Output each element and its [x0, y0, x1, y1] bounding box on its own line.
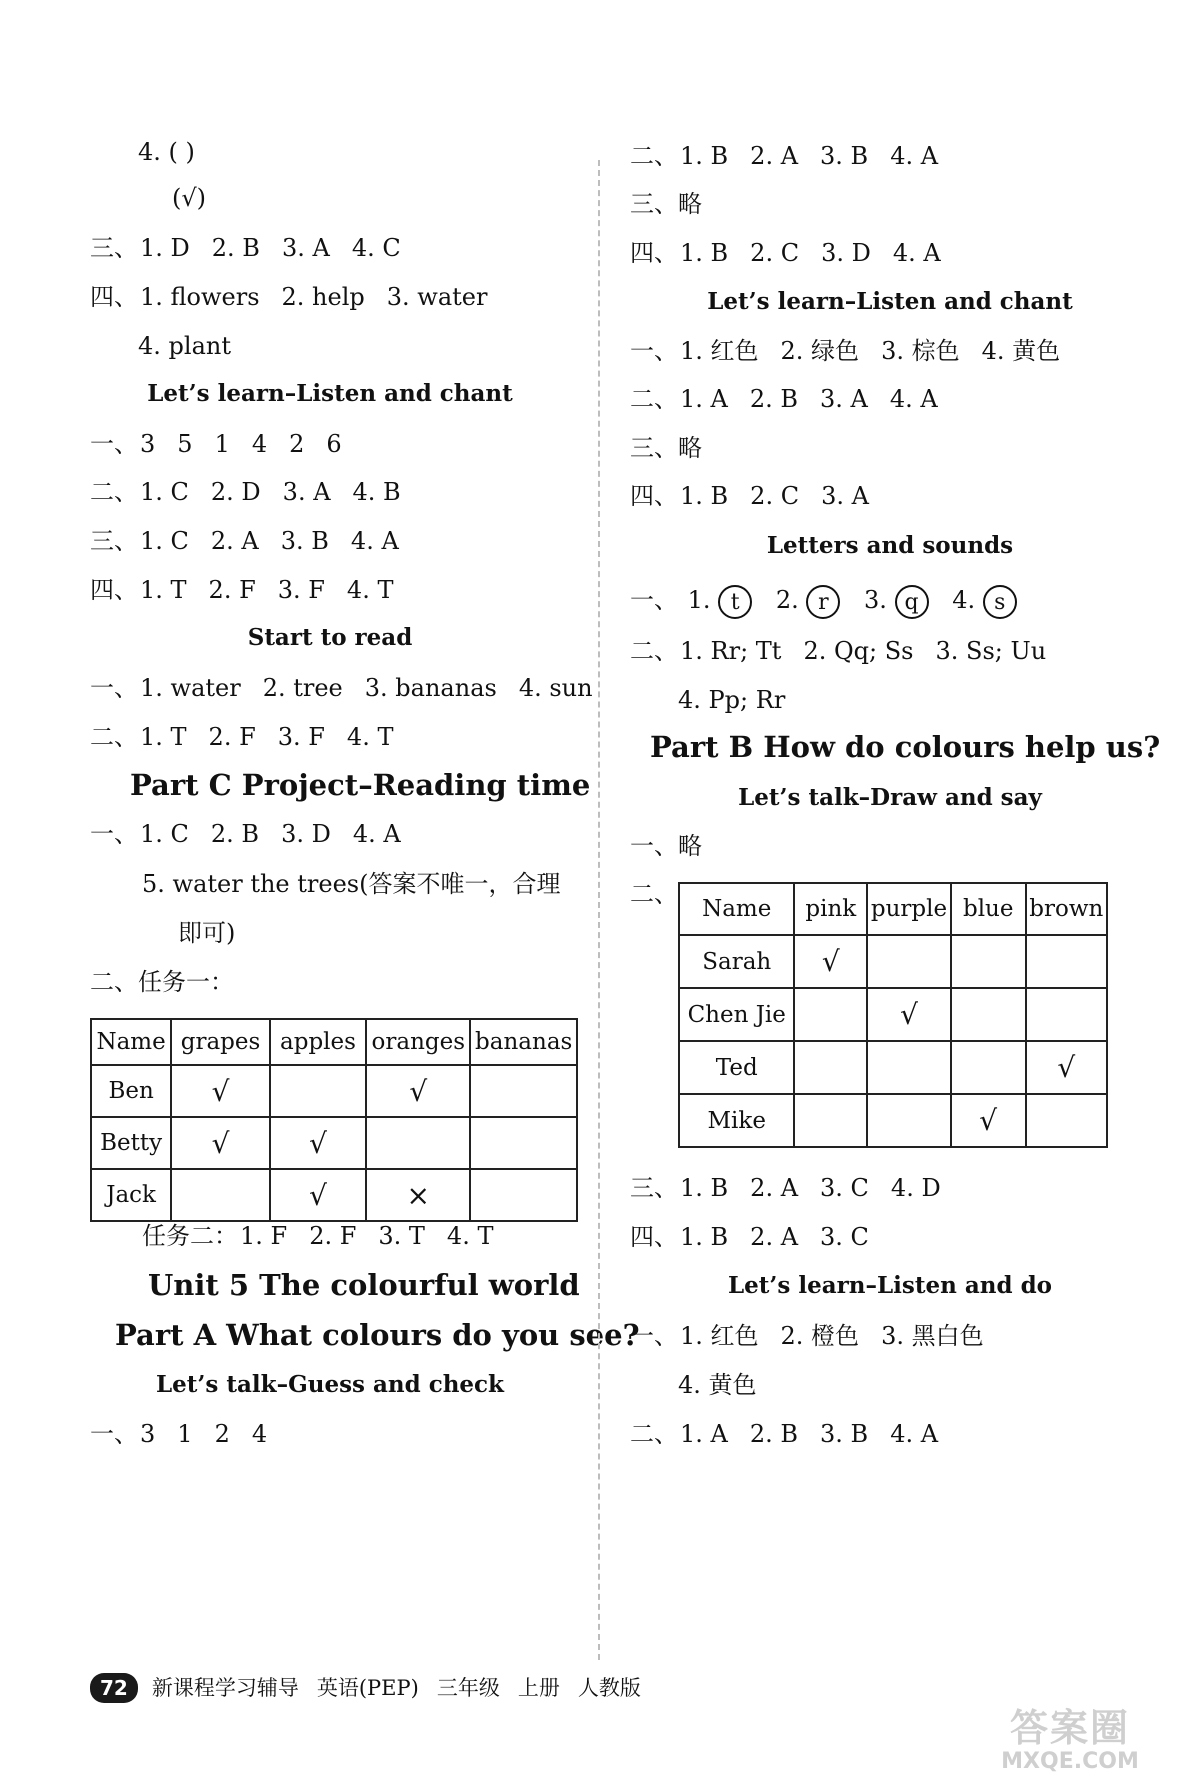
table-row — [91, 1065, 577, 1117]
answer-item: 3. D — [821, 239, 871, 267]
answer-line: 5. water the trees(答案不唯一，合理 — [142, 870, 561, 898]
table-cell — [794, 988, 867, 1041]
table-cell — [867, 1094, 951, 1147]
part-heading: Part B How do colours help us? — [650, 730, 1161, 764]
answer-line — [142, 1220, 515, 1252]
answer-line — [90, 525, 421, 557]
answer-line — [90, 428, 364, 460]
answer-line — [90, 1418, 289, 1450]
answer-item: 2 — [214, 1420, 230, 1448]
answer-line: 4. plant — [138, 332, 231, 360]
answer-line — [630, 140, 960, 172]
answer-item: 2. B — [210, 820, 260, 848]
part-heading: Part C Project–Reading time — [130, 768, 591, 802]
answer-line — [630, 1172, 963, 1204]
section-label: 四、 — [90, 283, 138, 311]
answer-item: 4. A — [352, 820, 401, 848]
answer-line — [630, 237, 963, 269]
answer-line — [630, 383, 960, 415]
watermark-url: MXQE.COM — [1001, 1749, 1139, 1774]
answer-line: 一、略 — [630, 832, 702, 860]
table-cell — [171, 1169, 270, 1221]
answer-line — [630, 1221, 891, 1253]
answer-item: 1. 红色 — [680, 337, 759, 365]
answer-item: 4. A — [350, 527, 399, 555]
book-subject: 英语(PEP) — [316, 1676, 419, 1700]
page-number: 72 — [90, 1673, 138, 1703]
answer-item: 5 — [177, 430, 193, 458]
answer-item: 2. 橙色 — [780, 1322, 860, 1350]
answer-item: 4. — [952, 586, 976, 614]
table-cell — [470, 1117, 577, 1169]
answer-line — [90, 818, 423, 850]
table-cell — [867, 935, 951, 988]
section-label: 一、 — [630, 337, 678, 365]
section-label: 二、 — [90, 478, 138, 506]
section-heading: Start to read — [247, 624, 413, 651]
answer-line: 即可) — [178, 919, 236, 947]
answer-item: 2. A — [750, 1174, 799, 1202]
answer-item: 2. help — [281, 283, 365, 311]
answer-item: 2. — [775, 586, 799, 614]
section-label: 三、 — [630, 1174, 678, 1202]
answer-item: 3. 棕色 — [881, 337, 960, 365]
answer-item: 2. 绿色 — [780, 337, 860, 365]
section-heading: Let’s learn–Listen and chant — [147, 380, 513, 407]
page-footer — [90, 1670, 659, 1706]
answer-line — [630, 584, 1017, 619]
book-grade: 三年级 — [436, 1676, 500, 1700]
table-cell: √ — [1026, 1041, 1107, 1094]
table-cell — [794, 1041, 867, 1094]
answer-item: 4. A — [890, 1420, 939, 1448]
answer-item: 6 — [326, 430, 342, 458]
table-row — [679, 988, 1107, 1041]
answer-item: 2. tree — [262, 674, 343, 702]
answer-item: 3. Ss; Uu — [935, 637, 1047, 665]
answer-item: 1. B — [680, 482, 729, 510]
section-heading: Let’s learn–Listen and do — [728, 1272, 1052, 1299]
section-label: 三、 — [90, 527, 138, 555]
answer-item: 2. D — [210, 478, 261, 506]
answer-item: 4 — [251, 430, 268, 458]
section-label: 二、 — [630, 637, 678, 665]
section-label: 一、 — [90, 1420, 138, 1448]
answer-line — [90, 721, 415, 753]
answer-item: 1 — [177, 1420, 193, 1448]
table-cell — [470, 1169, 577, 1221]
table-cell: √ — [366, 1065, 470, 1117]
table-cell: × — [366, 1169, 470, 1221]
circled-letter: r — [806, 585, 840, 619]
table-header: grapes — [171, 1019, 270, 1065]
answer-item: 1. flowers — [140, 283, 260, 311]
answer-item: 3. water — [386, 283, 488, 311]
table-cell — [867, 1041, 951, 1094]
answer-line — [630, 1418, 960, 1450]
table-header: Name — [91, 1019, 171, 1065]
answer-line — [90, 574, 415, 606]
book-series: 新课程学习辅导 — [151, 1676, 299, 1700]
answer-item: 4. T — [346, 723, 394, 751]
answer-line — [630, 1320, 1006, 1352]
answer-item: 2. B — [749, 385, 799, 413]
table-cell — [951, 988, 1026, 1041]
section-label: 二、 — [90, 723, 138, 751]
table-cell — [366, 1117, 470, 1169]
section-heading: Let’s learn–Listen and chant — [707, 288, 1073, 315]
table-header: oranges — [366, 1019, 470, 1065]
section-heading: Let’s talk–Guess and check — [155, 1371, 504, 1398]
answer-item: 4. A — [890, 142, 939, 170]
answer-item: 3. C — [820, 1223, 869, 1251]
table-row — [679, 935, 1107, 988]
answer-line — [630, 335, 1082, 367]
circled-letter: s — [983, 585, 1017, 619]
answer-line: (√) — [172, 184, 207, 212]
answer-item: 2. B — [749, 1420, 799, 1448]
answer-item: 1. D — [140, 234, 190, 262]
answer-item: 1. B — [680, 1174, 729, 1202]
table-cell: Ted — [679, 1041, 794, 1094]
answer-item: 3 — [140, 430, 156, 458]
answer-item: 2. B — [211, 234, 260, 262]
watermark-logo: 答案圈 — [1009, 1706, 1130, 1750]
table-row — [679, 1041, 1107, 1094]
answer-item: 1. — [687, 586, 711, 614]
answer-item: 1. B — [680, 142, 729, 170]
table-cell: Mike — [679, 1094, 794, 1147]
table-header: apples — [270, 1019, 366, 1065]
answer-item: 1. T — [140, 576, 187, 604]
answer-item: 3. A — [282, 478, 331, 506]
table-cell: √ — [171, 1065, 270, 1117]
answer-item: 3. F — [277, 576, 325, 604]
answer-item: 3. 黑白色 — [881, 1322, 984, 1350]
answer-item: 1. 红色 — [680, 1322, 759, 1350]
table-cell: √ — [270, 1117, 366, 1169]
section-label: 四、 — [630, 482, 678, 510]
table-cell — [1026, 988, 1107, 1041]
answer-item: 1. F — [240, 1222, 288, 1250]
table-cell: Jack — [91, 1169, 171, 1221]
task-label: 二、任务一： — [90, 968, 234, 996]
answer-item: 1. Rr; Tt — [680, 637, 782, 665]
section-label: 任务二： — [142, 1222, 238, 1250]
answer-item: 1. A — [680, 385, 728, 413]
table-row — [91, 1169, 577, 1221]
table-header: bananas — [470, 1019, 577, 1065]
answer-line: 4. Pp; Rr — [678, 686, 786, 714]
answer-item: 1. B — [680, 239, 729, 267]
answer-item: 3. A — [820, 385, 868, 413]
answer-item: 3. B — [820, 142, 869, 170]
answer-item: 3. C — [820, 1174, 869, 1202]
table-cell — [1026, 1094, 1107, 1147]
answer-item: 1. C — [140, 527, 189, 555]
answer-item: 1. T — [140, 723, 187, 751]
answer-line: 三、略 — [630, 190, 702, 218]
table-header: brown — [1026, 883, 1107, 935]
answer-item: 3. B — [280, 527, 329, 555]
watermark — [975, 1706, 1165, 1778]
section-heading: Let’s talk–Draw and say — [738, 784, 1042, 811]
section-heading: Letters and sounds — [766, 532, 1014, 559]
table-cell — [951, 935, 1026, 988]
table-header: Name — [679, 883, 794, 935]
answer-item: 2. F — [208, 723, 256, 751]
answer-item: 4. 黄色 — [981, 337, 1061, 365]
answer-item: 1. C — [140, 820, 189, 848]
answer-item: 4. A — [892, 239, 941, 267]
answer-item: 4. C — [351, 234, 401, 262]
answer-item: 1 — [214, 430, 230, 458]
answer-item: 2. F — [309, 1222, 357, 1250]
table-cell: √ — [270, 1169, 366, 1221]
answer-item: 2. A — [210, 527, 259, 555]
circled-letter: t — [718, 585, 752, 619]
answer-line — [90, 672, 615, 704]
answer-line — [90, 281, 509, 313]
table-header-row — [679, 883, 1107, 935]
answer-item: 4. T — [446, 1222, 494, 1250]
column-divider — [598, 160, 600, 1660]
answer-item: 4. A — [889, 385, 938, 413]
answer-item: 2. A — [750, 1223, 799, 1251]
table-cell: Sarah — [679, 935, 794, 988]
table-header: blue — [951, 883, 1026, 935]
table-cell — [794, 1094, 867, 1147]
answer-item: 3. A — [281, 234, 330, 262]
section-label: 一、 — [630, 586, 678, 614]
answer-item: 1. B — [680, 1223, 729, 1251]
answer-item: 4 — [251, 1420, 268, 1448]
answer-item: 3. F — [277, 723, 325, 751]
answer-line — [630, 635, 1068, 667]
answer-line: 4. 黄色 — [678, 1371, 757, 1399]
table-cell — [951, 1041, 1026, 1094]
answer-item: 1. C — [140, 478, 189, 506]
answer-line: 三、略 — [630, 434, 702, 462]
answer-item: 4. B — [352, 478, 401, 506]
table-cell: √ — [171, 1117, 270, 1169]
book-volume: 上册 — [517, 1676, 560, 1700]
section-label: 一、 — [90, 820, 138, 848]
answer-item: 4. sun — [518, 674, 593, 702]
answer-line — [630, 480, 891, 512]
table-cell: √ — [867, 988, 951, 1041]
table-row — [679, 1094, 1107, 1147]
answer-item: 3. D — [281, 820, 331, 848]
section-label: 四、 — [90, 576, 138, 604]
section-label: 二、 — [630, 142, 678, 170]
answer-line — [90, 476, 423, 508]
answer-item: 4. D — [890, 1174, 941, 1202]
table-cell — [1026, 935, 1107, 988]
section-label: 三、 — [90, 234, 138, 262]
table-cell: Ben — [91, 1065, 171, 1117]
circled-letter: q — [895, 585, 929, 619]
table-cell: √ — [951, 1094, 1026, 1147]
section-label: 一、 — [630, 1322, 678, 1350]
section-label: 二、 — [630, 1420, 678, 1448]
answer-line — [90, 232, 423, 264]
answer-item: 2. F — [208, 576, 256, 604]
book-edition: 人教版 — [577, 1676, 641, 1700]
section-label: 四、 — [630, 239, 678, 267]
section-label: 一、 — [90, 430, 138, 458]
section-label: 四、 — [630, 1223, 678, 1251]
table-cell: √ — [794, 935, 867, 988]
answer-item: 2. C — [750, 482, 800, 510]
section-label: 二、 — [630, 880, 678, 908]
table-header-row — [91, 1019, 577, 1065]
section-label: 一、 — [90, 674, 138, 702]
answer-item: 3. — [864, 586, 887, 614]
table-cell — [270, 1065, 366, 1117]
answer-item: 1. A — [680, 1420, 728, 1448]
table-header: purple — [867, 883, 951, 935]
answer-item: 2. C — [750, 239, 800, 267]
answer-item: 2. A — [750, 142, 799, 170]
part-heading: Part A What colours do you see? — [115, 1318, 640, 1352]
table-cell: Betty — [91, 1117, 171, 1169]
section-label: 二、 — [630, 385, 678, 413]
answer-line: 4. ( ) — [138, 138, 195, 166]
table-cell: Chen Jie — [679, 988, 794, 1041]
answer-item: 3. T — [378, 1222, 425, 1250]
table-header: pink — [794, 883, 867, 935]
answer-item: 3 — [140, 1420, 156, 1448]
answer-item: 2. Qq; Ss — [803, 637, 914, 665]
answer-item: 1. water — [140, 674, 241, 702]
table-cell — [470, 1065, 577, 1117]
table-row — [91, 1117, 577, 1169]
answer-item: 2 — [289, 430, 305, 458]
colour-table — [678, 882, 1108, 1148]
fruit-table — [90, 1018, 578, 1222]
answer-item: 3. A — [821, 482, 869, 510]
answer-item: 3. B — [820, 1420, 869, 1448]
unit-heading: Unit 5 The colourful world — [148, 1268, 580, 1302]
answer-item: 4. T — [346, 576, 394, 604]
answer-item: 3. bananas — [364, 674, 497, 702]
